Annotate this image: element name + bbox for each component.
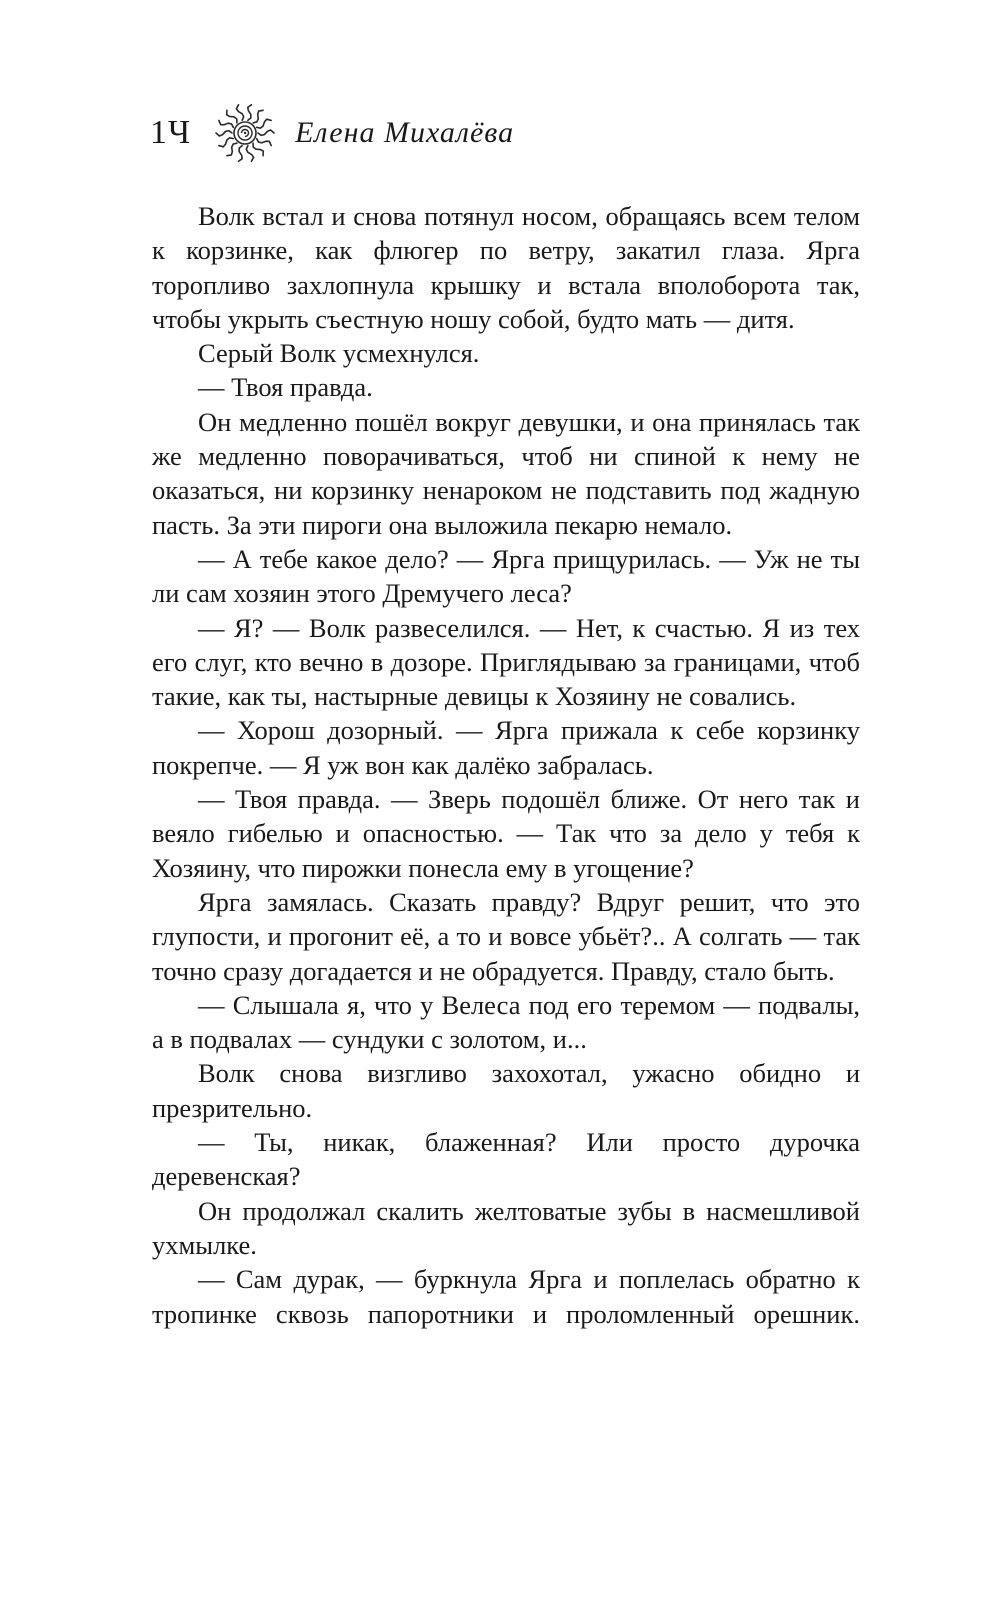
sun-ray	[239, 146, 243, 162]
paragraph: — Я? — Волк развеселился. — Нет, к счастью. Я из тех его слуг, кто вечно в дозоре. Приглядываю за границами, чтоб такие, как ты, настырные девицы к Хозяину не совались.	[152, 612, 860, 712]
running-header	[150, 98, 514, 168]
sun-ray	[227, 143, 237, 156]
paragraph: Волк снова визгливо захохотал, ужасно обидно и презрительно.	[152, 1058, 860, 1123]
running-author: Елена Михалёва	[295, 116, 515, 149]
paragraph: — Твоя правда.	[198, 372, 373, 403]
sun-ray	[257, 119, 271, 128]
sun-ray	[219, 138, 233, 147]
paragraph: — А тебе какое дело? — Ярга прищурилась. — Уж не ты ли сам хозяин этого Дремучего леса?	[152, 543, 860, 609]
paragraph: — Слышала я, что у Велеса под его теремом — подвалы, а в подвалах — сундуки с золотом, и...	[152, 989, 860, 1055]
paragraph: Волк встал и снова потянул носом, обращаясь всем телом к корзинке, как флюгер по ветру, закатил глаза. Ярга торопливо захлопнула крышку и встала вполоборота так, чтобы укрыть съестную ношу собой, будто мать — дитя.	[152, 201, 860, 334]
paragraph: — Ты, никак, блаженная? Или просто дурочка деревенская?	[152, 1127, 860, 1192]
paragraph: — Твоя правда. — Зверь подошёл ближе. От него так и веяло гибелью и опасностью. — Так что за дело у тебя к Хозяину, что пирожки понесла ему в угощение?	[152, 784, 860, 883]
paragraph: Серый Волк усмехнулся.	[198, 338, 480, 369]
page-number: 1Ч	[150, 114, 192, 151]
paragraph: Он продолжал скалить желтоватые зубы в насмешливой ухмылке.	[152, 1195, 860, 1260]
paragraph: — Сам дурак, — буркнула Ярга и поплелась обратно к тропинке сквозь папоротники и проломленный орешник.	[152, 1264, 860, 1329]
sun-ray	[246, 146, 253, 162]
sun-ray	[257, 139, 271, 146]
sun-ray	[216, 131, 232, 136]
paragraph: Ярга замялась. Сказать правду? Вдруг решит, что это глупости, и прогонит её, а то и вовсе убьёт?.. А солгать — так точно сразу догадается и не обрадуется. Правду, стало быть.	[152, 886, 860, 986]
book-text	[152, 199, 860, 1331]
sun-ray	[253, 110, 263, 123]
sun-ray	[236, 105, 243, 121]
sun-ray	[253, 143, 263, 156]
sun-ray	[258, 130, 274, 135]
sun-ornament-icon	[213, 101, 277, 165]
paragraph: Он медленно пошёл вокруг девушки, и она принялась так же медленно поворачиваться, чтоб ни спиной к нему не оказаться, ни корзинку ненароком не подставить под жадную пасть. За эти пироги она выложила пекарю немало.	[152, 406, 860, 540]
paragraph: — Хорош дозорный. — Ярга прижала к себе корзинку покрепче. — Я уж вон как далёко забралась.	[152, 715, 860, 780]
sun-ray	[248, 105, 252, 121]
sun-ray	[219, 120, 233, 127]
sun-ray	[227, 110, 237, 123]
